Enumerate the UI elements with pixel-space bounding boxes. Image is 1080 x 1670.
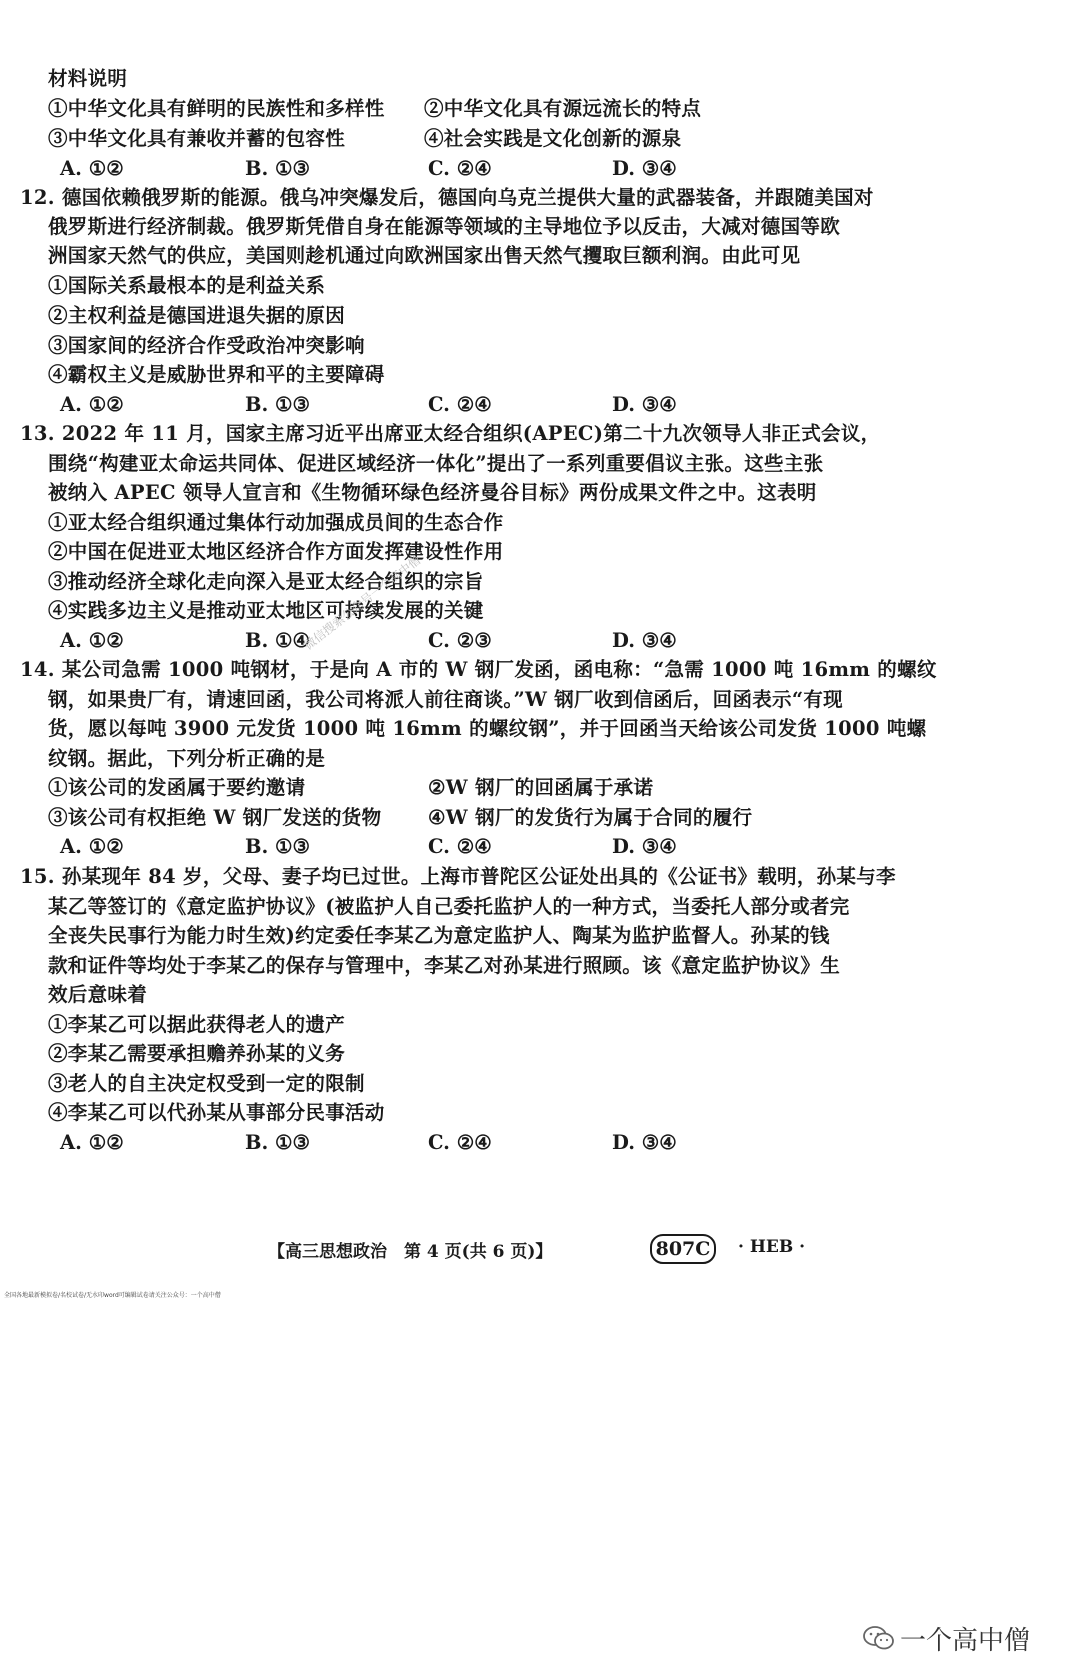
material-option-c: C. ②④: [428, 157, 492, 180]
q13-statement-3: ③推动经济全球化走向深入是亚太经合组织的宗旨: [48, 570, 484, 593]
q14-statement-3: ③该公司有权拒绝 W 钢厂发送的货物: [48, 806, 382, 829]
exam-code-badge: 807C: [650, 1234, 716, 1264]
q15-stem-line-1: 15. 孙某现年 84 岁，父母、妻子均已过世。上海市普陀区公证处出具的《公证书》载明，孙某与李: [20, 865, 896, 888]
q13-option-a: A. ①②: [60, 629, 124, 652]
q15-statement-1: ①李某乙可以据此获得老人的遗产: [48, 1013, 346, 1036]
q15-stem-line-2: 某乙等签订的《意定监护协议》(被监护人自己委托监护人的一种方式，当委托人部分或者完: [48, 895, 850, 918]
q12-statement-1: ①国际关系最根本的是利益关系: [48, 274, 326, 297]
q13-option-d: D. ③④: [612, 629, 677, 652]
material-option-d: D. ③④: [612, 157, 677, 180]
material-heading: 材料说明: [48, 67, 128, 90]
q13-stem-line-2: 围绕“构建亚太命运共同体、促进区域经济一体化”提出了一系列重要倡议主张。这些主张: [48, 452, 824, 475]
q14-option-d: D. ③④: [612, 835, 677, 858]
footer-suffix: · HEB ·: [738, 1237, 806, 1257]
material-option-b: B. ①③: [245, 157, 311, 180]
diagonal-watermark: 微信搜索公众号一个高中僧: [301, 552, 424, 653]
material-statement-3: ③中华文化具有兼收并蓄的包容性: [48, 127, 346, 150]
q15-stem-line-5: 效后意味着: [48, 983, 148, 1006]
q12-stem-line-3: 洲国家天然气的供应，美国则趁机通过向欧洲国家出售天然气攫取巨额利润。由此可见: [48, 244, 801, 267]
q15-stem-line-4: 款和证件等均处于李某乙的保存与管理中，李某乙对孙某进行照顾。该《意定监护协议》生: [48, 954, 841, 977]
q13-stem-line-3: 被纳入 APEC 领导人宣言和《生物循环绿色经济曼谷目标》两份成果文件之中。这表明: [48, 481, 817, 504]
q12-option-b: B. ①③: [245, 393, 311, 416]
q13-statement-1: ①亚太经合组织通过集体行动加强成员间的生态合作: [48, 511, 504, 534]
wechat-official-account-icon: [862, 1624, 896, 1652]
q13-statement-4: ④实践多边主义是推动亚太地区可持续发展的关键: [48, 599, 484, 622]
q13-statement-2: ②中国在促进亚太地区经济合作方面发挥建设性作用: [48, 540, 504, 563]
q12-statement-2: ②主权利益是德国进退失据的原因: [48, 304, 346, 327]
q12-stem-line-1: 12. 德国依赖俄罗斯的能源。俄乌冲突爆发后，德国向乌克兰提供大量的武器装备，并跟随美国对: [20, 186, 874, 209]
q12-option-c: C. ②④: [428, 393, 492, 416]
q14-statement-2: ②W 钢厂的回函属于承诺: [428, 776, 654, 799]
q14-option-a: A. ①②: [60, 835, 124, 858]
q15-statement-2: ②李某乙需要承担赡养孙某的义务: [48, 1042, 346, 1065]
q15-option-d: D. ③④: [612, 1131, 677, 1154]
material-statement-2: ②中华文化具有源远流长的特点: [424, 97, 702, 120]
q14-stem-line-1: 14. 某公司急需 1000 吨钢材，于是向 A 市的 W 钢厂发函，函电称：“急需 1000 吨 16mm 的螺纹: [20, 658, 937, 681]
material-option-a: A. ①②: [60, 157, 124, 180]
q15-option-b: B. ①③: [245, 1131, 311, 1154]
q13-option-b: B. ①④: [245, 629, 311, 652]
q13-stem-line-1: 13. 2022 年 11 月，国家主席习近平出席亚太经合组织(APEC)第二十九次领导人非正式会议，: [20, 422, 881, 445]
material-statement-1: ①中华文化具有鲜明的民族性和多样性: [48, 97, 385, 120]
q12-statement-4: ④霸权主义是威胁世界和平的主要障碍: [48, 363, 385, 386]
q14-option-c: C. ②④: [428, 835, 492, 858]
q14-statement-4: ④W 钢厂的发货行为属于合同的履行: [428, 806, 753, 829]
fineprint-notice: 全国各地最新模拟卷/名校试卷/无水印word可编辑试卷请关注公众号：一个高中僧: [4, 1292, 221, 1299]
q15-statement-3: ③老人的自主决定权受到一定的限制: [48, 1072, 365, 1095]
brand-name: 一个高中僧: [900, 1626, 1031, 1656]
q12-statement-3: ③国家间的经济合作受政治冲突影响: [48, 334, 365, 357]
q13-option-c: C. ②③: [428, 629, 492, 652]
q14-statement-1: ①该公司的发函属于要约邀请: [48, 776, 306, 799]
q15-statement-4: ④李某乙可以代孙某从事部分民事活动: [48, 1101, 385, 1124]
q15-stem-line-3: 全丧失民事行为能力时生效)约定委任李某乙为意定监护人、陶某为监护监督人。孙某的钱: [48, 924, 830, 947]
page-footer-info: 【高三思想政治 第 4 页(共 6 页)】: [268, 1242, 553, 1262]
q14-stem-line-2: 钢，如果贵厂有，请速回函，我公司将派人前往商谈。”W 钢厂收到信函后，回函表示“有现: [48, 688, 843, 711]
q15-option-a: A. ①②: [60, 1131, 124, 1154]
q12-option-d: D. ③④: [612, 393, 677, 416]
q15-option-c: C. ②④: [428, 1131, 492, 1154]
material-statement-4: ④社会实践是文化创新的源泉: [424, 127, 682, 150]
q14-option-b: B. ①③: [245, 835, 311, 858]
q14-stem-line-3: 货，愿以每吨 3900 元发货 1000 吨 16mm 的螺纹钢”，并于回函当天给该公司发货 1000 吨螺: [48, 717, 927, 740]
q12-option-a: A. ①②: [60, 393, 124, 416]
q12-stem-line-2: 俄罗斯进行经济制裁。俄罗斯凭借自身在能源等领域的主导地位予以反击，大减对德国等欧: [48, 215, 841, 238]
q14-stem-line-4: 纹钢。据此，下列分析正确的是: [48, 747, 326, 770]
